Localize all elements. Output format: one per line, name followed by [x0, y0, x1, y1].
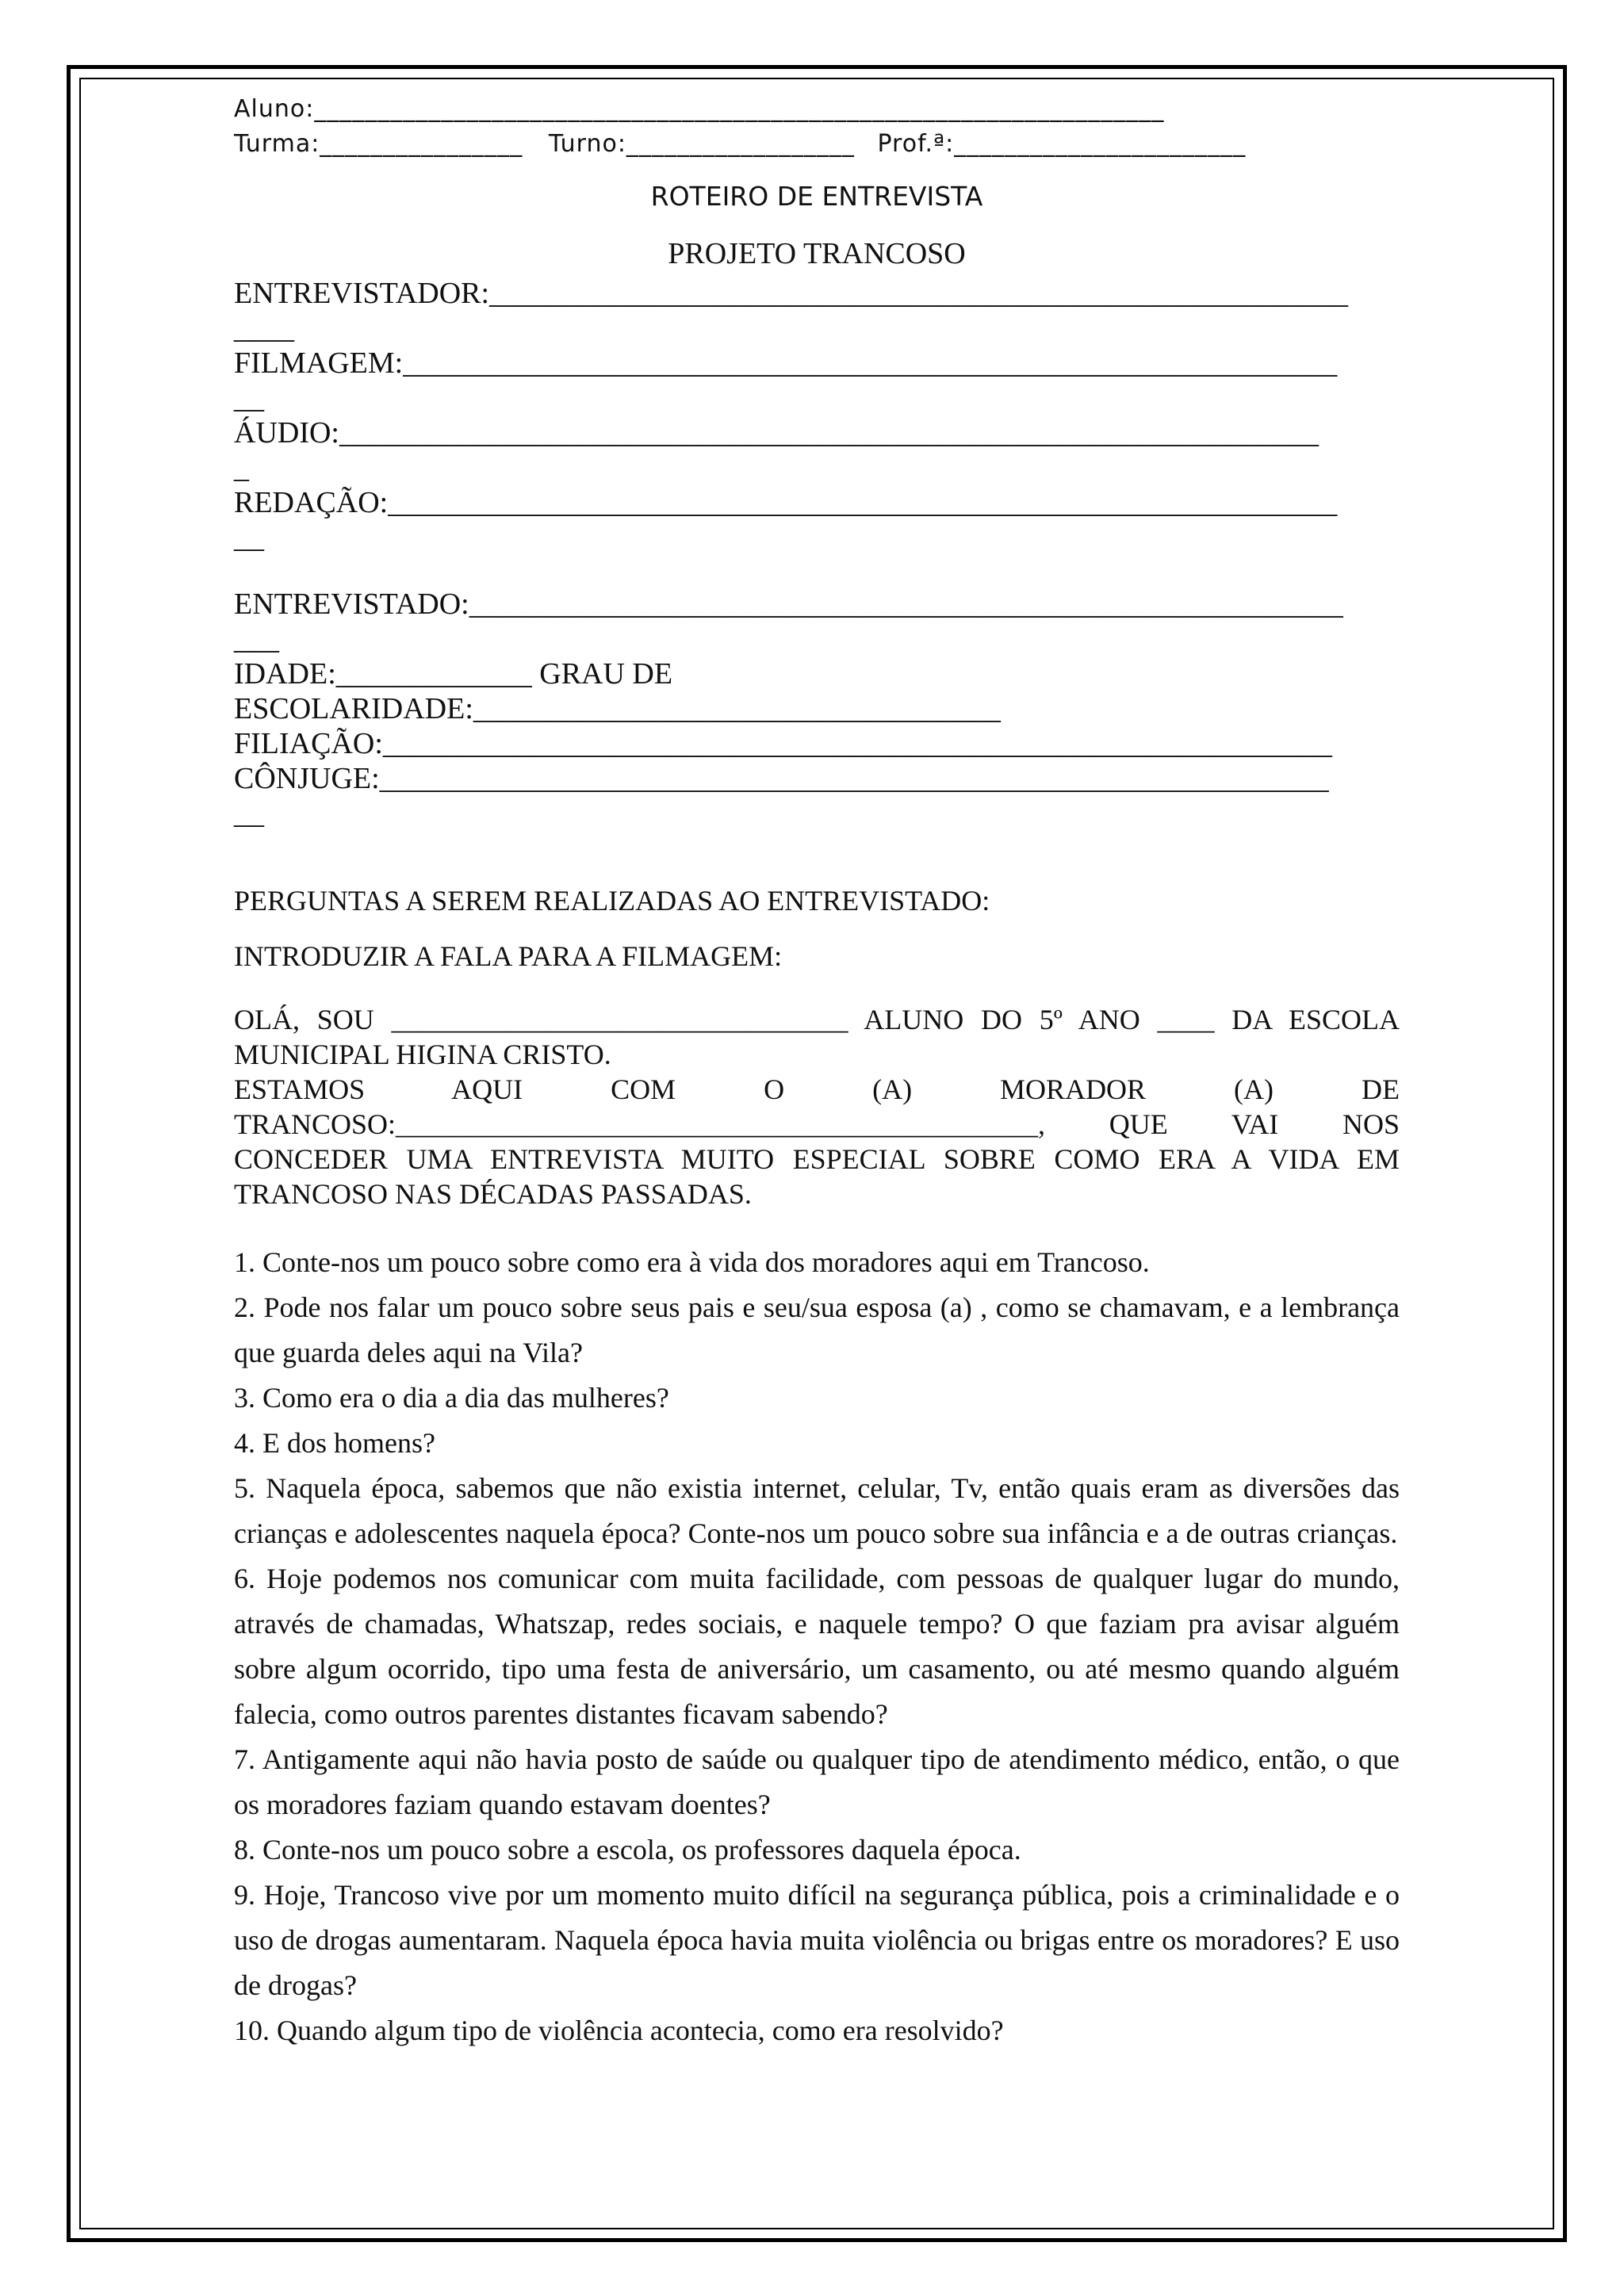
question-item: 3. Como era o dia a dia das mulheres?	[234, 1382, 669, 1414]
question-item: 2. Pode nos falar um pouco sobre seus pais e seu/sua esposa (a) , como se chamavam, e a lembrança que guarda deles aqui na Vila?	[234, 1292, 1400, 1368]
intro-line-4: TRANCOSO:_____________________________________________, QUE VAI NOS	[234, 1108, 1400, 1140]
idade-field: IDADE:_____________ GRAU DE	[234, 657, 673, 691]
audio-field: ÁUDIO:_________________________________________________________________	[234, 416, 1319, 450]
question-item: 4. E dos homens?	[234, 1427, 435, 1459]
escolaridade-field: ESCOLARIDADE:___________________________________	[234, 692, 1001, 725]
filmagem-cont: __	[234, 381, 264, 415]
intro-line-5: CONCEDER UMA ENTREVISTA MUITO ESPECIAL SOBRE COMO ERA A VIDA EM	[234, 1143, 1400, 1175]
intro-line-3: ESTAMOS AQUI COM O (A) MORADOR (A) DE	[234, 1073, 1400, 1105]
conjuge-field: CÔNJUGE:_______________________________________________________________	[234, 762, 1329, 795]
turno-field: Turno:__________________	[548, 130, 855, 158]
turma-field: Turma:________________	[234, 130, 523, 158]
question-item: 7. Antigamente aqui não havia posto de saúde ou qualquer tipo de atendimento médico, então, o que os moradores faziam quando estavam doentes?	[234, 1743, 1400, 1820]
filiacao-field: FILIAÇÃO:_______________________________________________________________	[234, 727, 1332, 760]
entrevistador-cont: ____	[234, 312, 294, 345]
entrevistado-field: ENTREVISTADO:__________________________________________________________	[234, 587, 1343, 621]
intro-line-1: OLÁ, SOU ________________________________ ALUNO DO 5º ANO ____ DA ESCOLA	[234, 1004, 1400, 1035]
question-item: 8. Conte-nos um pouco sobre a escola, os professores daquela época.	[234, 1834, 1021, 1866]
audio-cont: _	[234, 451, 249, 484]
roteiro-title: ROTEIRO DE ENTREVISTA	[650, 181, 983, 212]
projeto-title: PROJETO TRANCOSO	[668, 237, 966, 270]
turma-line	[234, 127, 1400, 162]
introduzir-heading: INTRODUZIR A FALA PARA A FILMAGEM:	[234, 940, 783, 972]
intro-line-2: MUNICIPAL HIGINA CRISTO.	[234, 1039, 611, 1070]
question-item: 1. Conte-nos um pouco sobre como era à vida dos moradores aqui em Trancoso.	[234, 1246, 1150, 1278]
question-item: 6. Hoje podemos nos comunicar com muita facilidade, com pessoas de qualquer lugar do mundo, através de chamadas, Whatszap, redes sociais, e naquele tempo? O que faziam pra avisar alguém sobre algum ocorrido, tipo uma festa de aniversário, um casamento, ou até mesmo quando alguém falecia, como outros parentes distantes ficavam sabendo?	[234, 1563, 1400, 1730]
conjuge-cont: __	[234, 797, 264, 830]
document-content	[234, 92, 1400, 2053]
entrevistado-cont: ___	[234, 622, 279, 656]
prof-field: Prof.ª:_______________________	[877, 130, 1247, 158]
questions-list	[234, 1240, 1400, 2053]
filmagem-field: FILMAGEM:______________________________________________________________	[234, 346, 1338, 380]
perguntas-heading: PERGUNTAS A SEREM REALIZADAS AO ENTREVISTADO:	[234, 885, 990, 916]
aluno-line: Aluno:___________________________________________________________________	[234, 95, 1165, 123]
redacao-field: REDAÇÃO:_______________________________________________________________	[234, 486, 1338, 519]
redacao-cont: __	[234, 521, 264, 554]
entrevistador-field: ENTREVISTADOR:_________________________________________________________	[234, 277, 1349, 310]
question-item: 5. Naquela época, sabemos que não existia internet, celular, Tv, então quais eram as diversões das crianças e adolescentes naquela época? Conte-nos um pouco sobre sua infância e a de outras crianças.	[234, 1472, 1400, 1549]
intro-paragraph	[234, 1002, 1400, 1211]
question-item: 10. Quando algum tipo de violência acontecia, como era resolvido?	[234, 2015, 1004, 2046]
intro-line-6: TRANCOSO NAS DÉCADAS PASSADAS.	[234, 1178, 752, 1210]
question-item: 9. Hoje, Trancoso vive por um momento muito difícil na segurança pública, pois a criminalidade e o uso de drogas aumentaram. Naquela época havia muita violência ou brigas entre os moradores? E uso de drogas?	[234, 1879, 1400, 2001]
